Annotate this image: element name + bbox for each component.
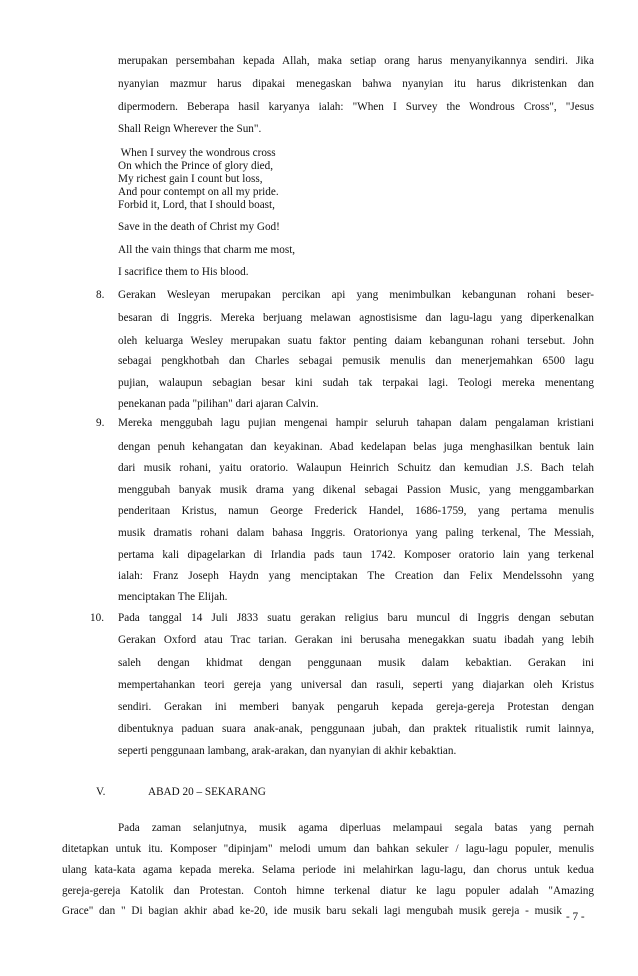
hymn-line: Forbid it, Lord, that I should boast, bbox=[118, 199, 275, 211]
intro-line: nyanyian mazmur harus dipakai menegaskan bahwa nyanyian itu harus dikristenkan dan bbox=[118, 78, 594, 90]
list-item-line: besaran di Inggris. Mereka berjuang melawan agnostisisme dan lagu-lagu yang diperkenalkan bbox=[118, 312, 594, 324]
list-item-line: saleh dengan khidmat dengan penggunaan musik dalam kebaktian. Gerakan ini bbox=[118, 657, 594, 669]
hymn-line: On which the Prince of glory died, bbox=[118, 160, 274, 172]
list-item-line: pujian, walaupun sebagian besar kini sudah tak terpakai lagi. Teologi mereka menentang bbox=[118, 377, 594, 389]
section-line: Grace" dan " Di bagian akhir abad ke-20, ide musik baru sekali lagi mengubah musik gereja - musik bbox=[62, 905, 562, 917]
list-item-number: 10. bbox=[90, 612, 104, 624]
list-item-line: sebagai pengkhotbah dan Charles sebagai pemusik menulis dan menerjemahkan 6500 lagu bbox=[118, 355, 594, 367]
list-item-line: sendiri. Gerakan ini memberi banyak pengaruh kepada gereja-gereja Protestan dengan bbox=[118, 701, 594, 713]
section-number: V. bbox=[96, 786, 106, 798]
list-item-line: Gerakan Wesleyan merupakan percikan api yang menimbulkan kebangunan rohani beser- bbox=[118, 289, 594, 301]
list-item-line: menggubah banyak musik drama yang dikenal sebagai Passion Music, yang menggambarkan bbox=[118, 484, 594, 496]
list-item-line: menciptakan The Elijah. bbox=[118, 591, 228, 603]
hymn-line: And pour contempt on all my pride. bbox=[118, 186, 279, 198]
section-title: ABAD 20 – SEKARANG bbox=[148, 786, 266, 798]
hymn-line: When I survey the wondrous cross bbox=[118, 147, 276, 159]
list-item-line: dari musik rohani, yaitu oratorio. Walaupun Heinrich Schuitz dan kemudian J.S. Bach telah bbox=[118, 462, 594, 474]
list-item-line: Mereka menggubah lagu pujian mengenai hampir seluruh tahapan dalam pengalaman kristiani bbox=[118, 417, 594, 429]
section-line: Pada zaman selanjutnya, musik agama diperluas melampaui segala batas yang pernah bbox=[118, 822, 594, 834]
list-item-number: 8. bbox=[96, 289, 105, 301]
section-line: ulang kata-kata agama kepada mereka. Selama periode ini melahirkan lagu-lagu, dan chorus untuk kedua bbox=[62, 864, 594, 876]
section-line: gereja-gereja Katolik dan Protestan. Contoh himne terkenal diatur ke lagu populer adalah "Amazing bbox=[62, 885, 594, 897]
hymn-line: My richest gain I count but loss, bbox=[118, 173, 263, 185]
list-item-line: dibentuknya paduan suara anak-anak, penggunaan jubah, dan praktek ritualistik rumit lainnya, bbox=[118, 723, 594, 735]
hymn-line: All the vain things that charm me most, bbox=[118, 244, 296, 256]
intro-line: Shall Reign Wherever the Sun". bbox=[118, 123, 262, 135]
section-line: ditetapkan untuk itu. Komposer "dipinjam" melodi umum dan bahkan sekuler / lagu-lagu populer, menulis bbox=[62, 843, 594, 855]
list-item-line: oleh keluarga Wesley merupakan suatu faktor penting daiam kebangunan rohani tersebut. John bbox=[118, 335, 594, 347]
hymn-line: Save in the death of Christ my God! bbox=[118, 221, 280, 233]
list-item-line: musik dramatis rohani dalam bahasa Inggris. Oratorionya yang paling terkenal, The Messiah, bbox=[118, 527, 594, 539]
list-item-number: 9. bbox=[96, 417, 105, 429]
list-item-line: penekanan pada "pilihan" dari ajaran Calvin. bbox=[118, 398, 319, 410]
list-item-line: dengan penuh kehangatan dan keyakinan. Abad kedelapan belas juga menghasilkan bentuk lain bbox=[118, 441, 594, 453]
hymn-line: I sacrifice them to His blood. bbox=[118, 266, 249, 278]
list-item-line: pertama kali dipagelarkan di Irlandia pads taun 1742. Komposer oratorio lain yang terkenal bbox=[118, 549, 594, 561]
list-item-line: ialah: Franz Joseph Haydn yang menciptakan The Creation dan Felix Mendelssohn yang bbox=[118, 570, 594, 582]
intro-line: merupakan persembahan kepada Allah, maka setiap orang harus menyanyikannya sendiri. Jika bbox=[118, 55, 594, 67]
list-item-line: Pada tanggal 14 Juli J833 suatu gerakan religius baru muncul di Inggris dengan sebutan bbox=[118, 612, 594, 624]
list-item-line: Gerakan Oxford atau Trac tarian. Gerakan ini berusaha menegakkan suatu ibadah yang lebih bbox=[118, 634, 594, 646]
list-item-line: mempertahankan teori gereja yang universal dan rasuli, seperti yang diajarkan oleh Kristus bbox=[118, 679, 594, 691]
intro-line: dipermodern. Beberapa hasil karyanya ialah: "When I Survey the Wondrous Cross", "Jesus bbox=[118, 101, 594, 113]
list-item-line: seperti penggunaan lambang, arak-arakan, dan nyanyian di akhir kebaktian. bbox=[118, 745, 457, 757]
list-item-line: penderitaan Kristus, namun George Frederick Handel, 1686-1759, yang pertama menulis bbox=[118, 505, 594, 517]
page-number: - 7 - bbox=[566, 911, 585, 923]
